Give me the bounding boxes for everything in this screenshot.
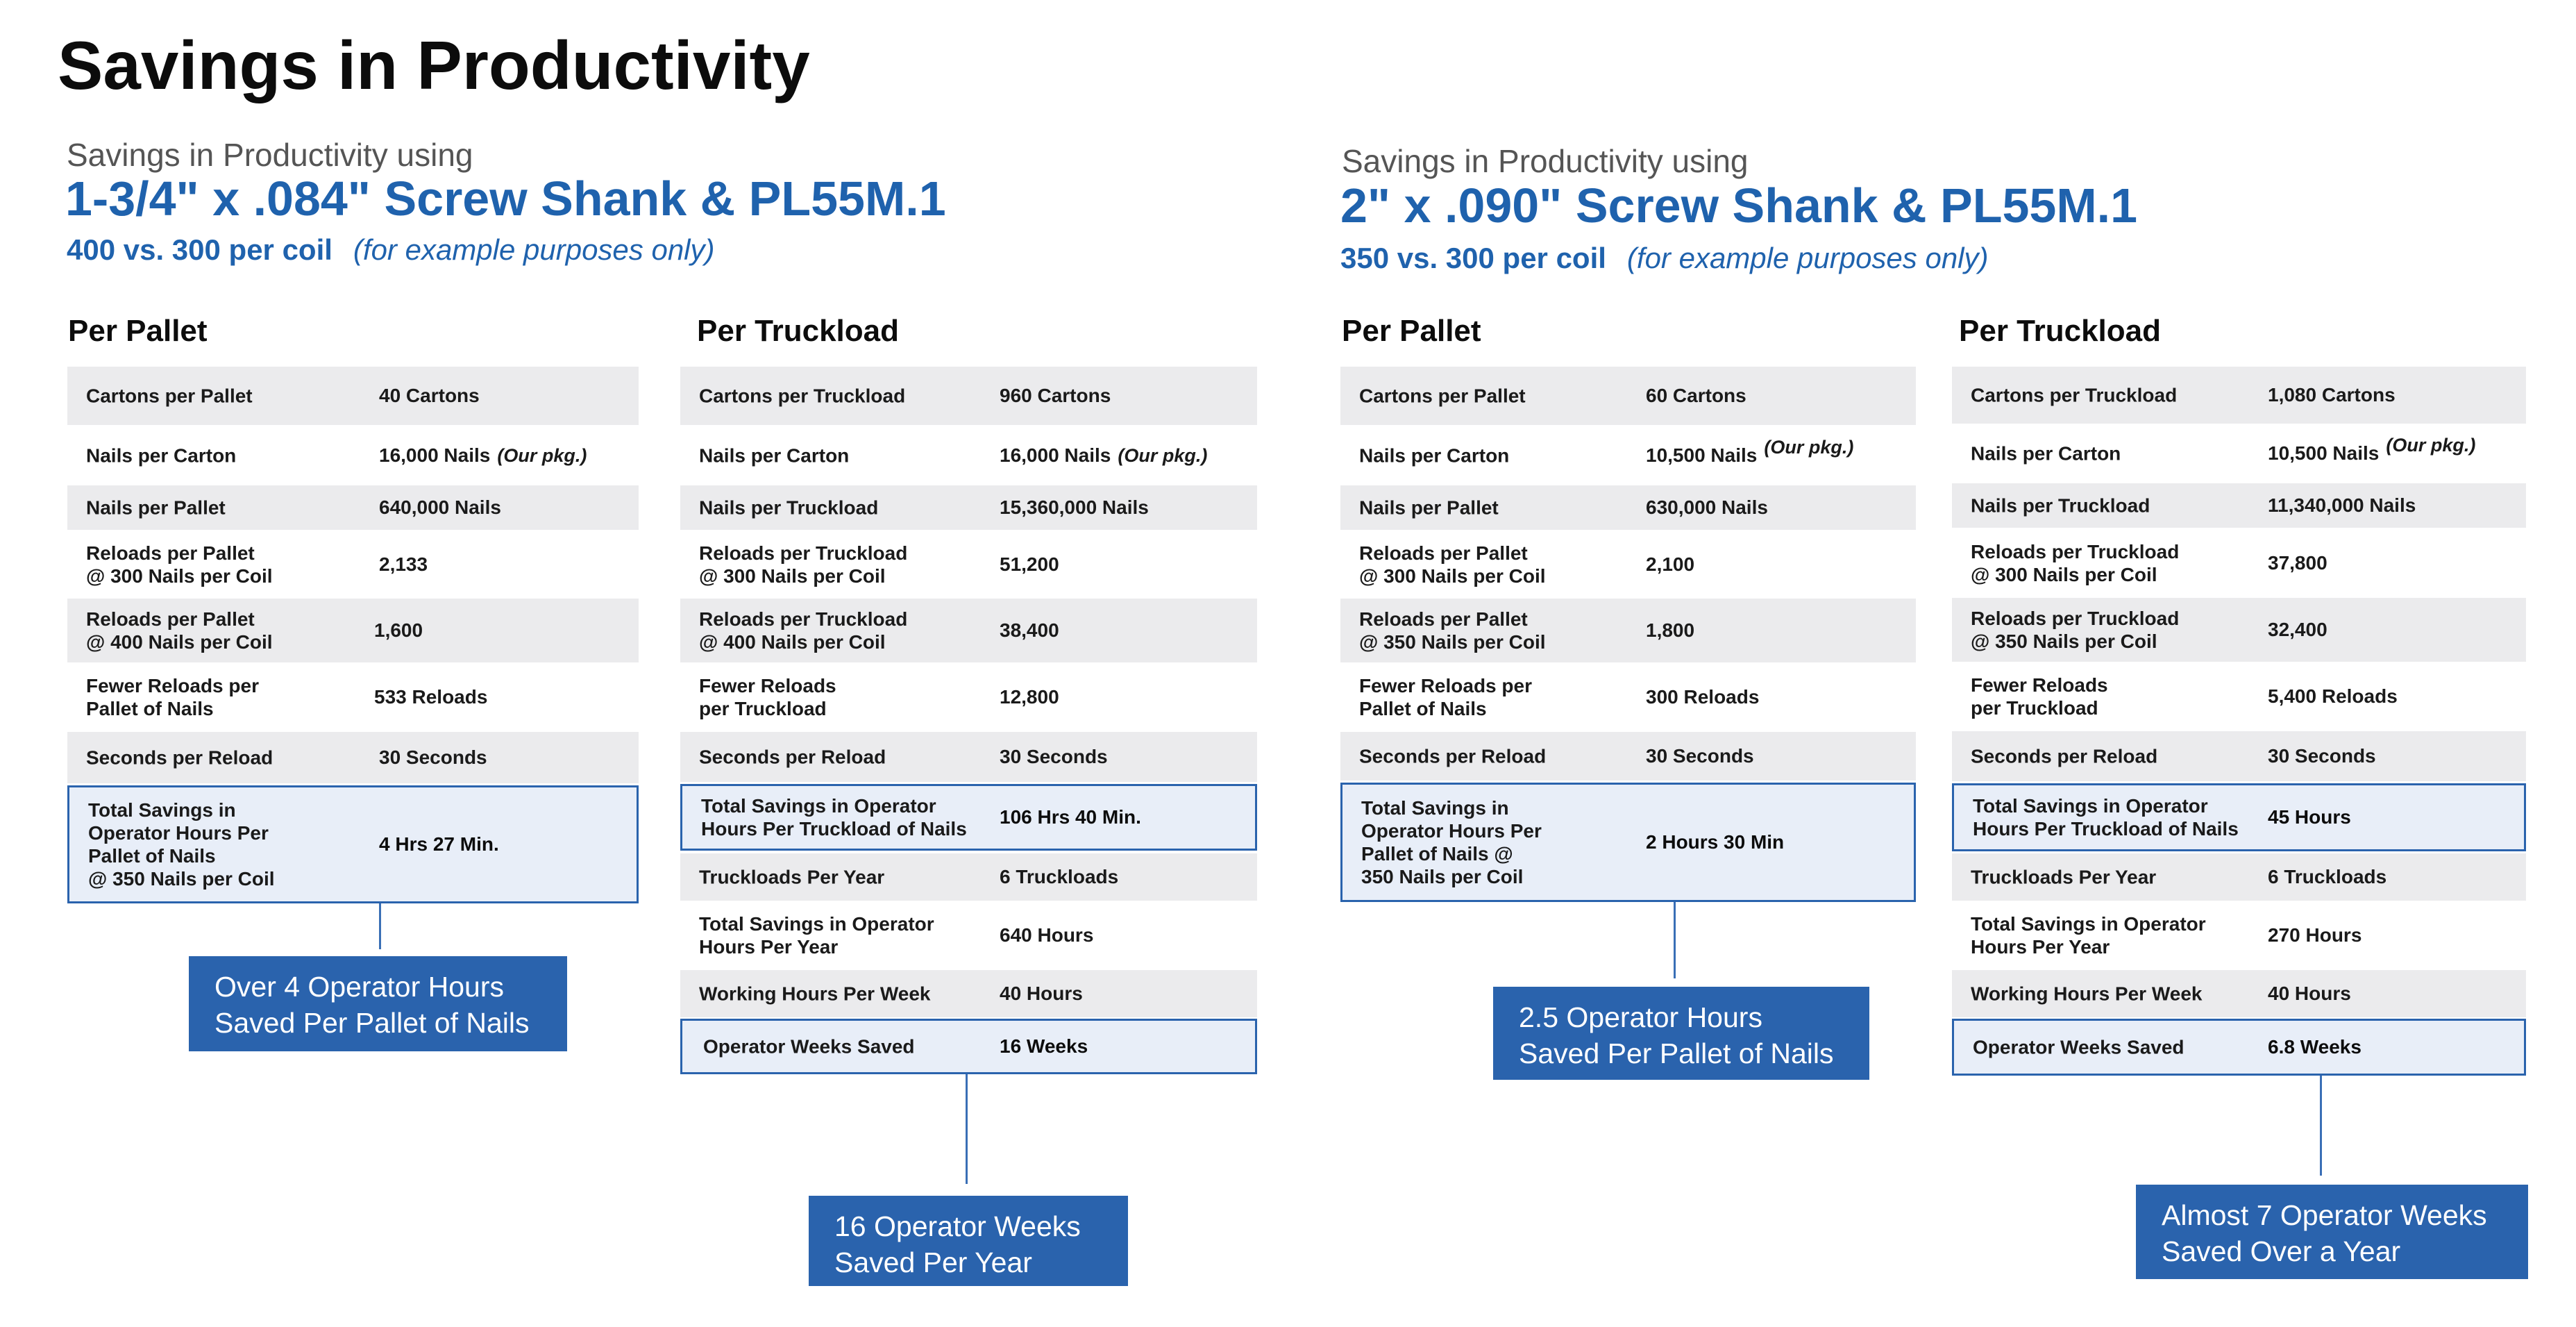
highlight-row (67, 785, 639, 903)
row-value: 11,340,000 Nails (2268, 494, 2416, 516)
table-row (67, 665, 639, 729)
section-1-title: 1-3/4" x .084" Screw Shank & PL55M.1 (65, 172, 946, 226)
callout-connector (966, 1074, 968, 1184)
section-1-coil-comparison: 400 vs. 300 per coil (67, 233, 332, 266)
section-2-truckload-table (1952, 0, 2526, 1327)
table-row (1952, 426, 2526, 481)
nails-per-carton-value: 16,000 Nails (379, 444, 491, 466)
row-label: Reloads per Pallet @ 300 Nails per Coil (1359, 542, 1546, 587)
row-label: Nails per Carton (86, 444, 237, 467)
row-label: Nails per Pallet (1359, 496, 1499, 519)
row-label: Fewer Reloads per Pallet of Nails (86, 675, 259, 719)
table-row (67, 599, 639, 662)
table-row (1340, 428, 1916, 483)
table-row (1952, 483, 2526, 528)
row-value: 60 Cartons (1646, 385, 1746, 406)
row-value: 1,080 Cartons (2268, 384, 2396, 406)
highlight-row (1340, 783, 1916, 902)
table-row (67, 533, 639, 596)
row-label: Nails per Carton (699, 444, 850, 467)
row-label: Operator Weeks Saved (703, 1035, 915, 1058)
package-note: (Our pkg.) (2386, 435, 2476, 456)
row-label: Total Savings in Operator Hours Per Year (699, 913, 934, 958)
table-row (680, 367, 1257, 425)
row-value: 106 Hrs 40 Min. (1000, 806, 1141, 828)
table-row (680, 970, 1257, 1017)
row-label: Total Savings in Operator Hours Per Pallet of Nails @ 350 Nails per Coil (88, 799, 275, 890)
highlight-row (680, 1019, 1257, 1074)
section-1-pallet-heading: Per Pallet (68, 314, 208, 348)
nails-per-carton-value: 10,500 Nails (2268, 442, 2380, 464)
table-row (680, 853, 1257, 901)
highlight-row (680, 784, 1257, 851)
callout-connector (2320, 1076, 2322, 1176)
table-row (1952, 903, 2526, 967)
section-2-pallet-table (1340, 0, 1916, 1327)
row-value: 15,360,000 Nails (1000, 496, 1149, 518)
table-row (1340, 485, 1916, 530)
section-2-title: 2" x .090" Screw Shank & PL55M.1 (1340, 178, 2138, 233)
row-label: Cartons per Pallet (1359, 385, 1526, 407)
row-label: Seconds per Reload (1971, 745, 2158, 767)
row-label: Fewer Reloads per Pallet of Nails (1359, 675, 1532, 719)
row-value: 6 Truckloads (1000, 866, 1119, 887)
row-label: Truckloads Per Year (1971, 866, 2157, 888)
section-1-pallet-table (67, 0, 639, 1327)
table-row (1340, 367, 1916, 425)
row-value: 4 Hrs 27 Min. (379, 833, 499, 855)
table-row (680, 533, 1257, 596)
table-row (1340, 665, 1916, 729)
row-label: Total Savings in Operator Hours Per Truckload of Nails (1973, 795, 2239, 840)
row-label: Seconds per Reload (699, 746, 886, 768)
row-value: 16 Weeks (1000, 1035, 1088, 1057)
section-2-truckload-callout: Almost 7 Operator Weeks Saved Over a Year (2136, 1185, 2528, 1279)
section-1-truckload-callout: 16 Operator Weeks Saved Per Year (809, 1196, 1128, 1286)
table-row (680, 599, 1257, 662)
row-value: 30 Seconds (1000, 746, 1108, 767)
row-label: Reloads per Truckload @ 300 Nails per Coil (699, 542, 908, 587)
row-value: 40 Hours (1000, 983, 1083, 1004)
row-value: 6 Truckloads (2268, 866, 2387, 887)
row-label: Reloads per Truckload @ 350 Nails per Coil (1971, 608, 2180, 652)
section-1-pallet-callout: Over 4 Operator Hours Saved Per Pallet of Nails (189, 956, 567, 1051)
table-row (680, 665, 1257, 729)
row-value (1646, 437, 1854, 467)
row-label: Cartons per Truckload (1971, 384, 2178, 406)
row-value: 1,800 (1646, 619, 1695, 641)
table-row (680, 732, 1257, 782)
nails-per-carton-value: 16,000 Nails (1000, 444, 1111, 466)
row-label: Reloads per Truckload @ 300 Nails per Coil (1971, 541, 2180, 585)
table-row (1952, 853, 2526, 901)
package-note: (Our pkg.) (1764, 437, 1854, 458)
row-label: Nails per Carton (1359, 444, 1510, 467)
table-row (67, 485, 639, 530)
row-value: 40 Hours (2268, 983, 2351, 1004)
row-value (379, 444, 587, 467)
row-label: Reloads per Pallet @ 350 Nails per Coil (1359, 608, 1546, 653)
row-label: Cartons per Pallet (86, 385, 253, 407)
highlight-row (1952, 783, 2526, 851)
table-row (1340, 599, 1916, 662)
table-row (680, 428, 1257, 483)
table-row (1952, 970, 2526, 1017)
row-value: 640 Hours (1000, 924, 1094, 946)
section-2-truckload-heading: Per Truckload (1959, 314, 2162, 348)
row-value: 30 Seconds (379, 746, 487, 768)
table-row (1952, 665, 2526, 728)
row-label: Operator Weeks Saved (1973, 1036, 2184, 1058)
row-value: 2,100 (1646, 553, 1695, 575)
row-value: 533 Reloads (374, 686, 488, 708)
table-row (1952, 531, 2526, 595)
row-label: Total Savings in Operator Hours Per Truckload of Nails (701, 795, 967, 840)
section-1-note: (for example purposes only) (353, 233, 715, 266)
section-2-pre-title: Savings in Productivity using (1342, 143, 1749, 179)
row-label: Working Hours Per Week (699, 983, 931, 1005)
row-label: Total Savings in Operator Hours Per Year (1971, 913, 2206, 958)
row-label: Reloads per Pallet @ 300 Nails per Coil (86, 542, 273, 587)
row-label: Fewer Reloads per Truckload (699, 675, 836, 719)
row-label: Cartons per Truckload (699, 385, 906, 407)
row-value: 640,000 Nails (379, 496, 501, 518)
table-row (67, 428, 639, 483)
callout-connector (379, 903, 381, 949)
table-row (1340, 533, 1916, 596)
row-value: 12,800 (1000, 686, 1059, 708)
row-value: 5,400 Reloads (2268, 685, 2398, 707)
row-label: Nails per Pallet (86, 496, 226, 519)
row-value: 51,200 (1000, 553, 1059, 575)
row-value: 2 Hours 30 Min (1646, 831, 1785, 853)
row-value (1000, 444, 1207, 467)
row-value: 45 Hours (2268, 806, 2351, 828)
section-2-pallet-callout: 2.5 Operator Hours Saved Per Pallet of Nails (1493, 987, 1869, 1080)
row-value: 38,400 (1000, 619, 1059, 641)
table-row (1952, 367, 2526, 424)
row-label: Reloads per Pallet @ 400 Nails per Coil (86, 608, 273, 653)
callout-connector (1674, 902, 1676, 978)
row-value: 30 Seconds (1646, 745, 1754, 767)
table-row (67, 367, 639, 425)
section-2-note: (for example purposes only) (1626, 242, 1989, 274)
row-label: Fewer Reloads per Truckload (1971, 674, 2108, 719)
row-label: Working Hours Per Week (1971, 983, 2203, 1005)
row-label: Nails per Truckload (1971, 494, 2150, 517)
row-value: 630,000 Nails (1646, 496, 1768, 518)
table-row (680, 903, 1257, 967)
row-value: 32,400 (2268, 619, 2327, 640)
row-value (2268, 435, 2476, 465)
section-1-truckload-table (680, 0, 1257, 1327)
package-note: (Our pkg.) (497, 445, 587, 466)
row-value: 37,800 (2268, 552, 2327, 574)
page-title: Savings in Productivity (58, 27, 810, 103)
row-label: Seconds per Reload (1359, 745, 1547, 767)
table-row (1952, 731, 2526, 781)
section-1-truckload-heading: Per Truckload (697, 314, 900, 348)
row-value: 30 Seconds (2268, 745, 2376, 767)
row-value: 960 Cartons (1000, 385, 1111, 406)
section-2-pallet-heading: Per Pallet (1342, 314, 1481, 348)
row-value: 270 Hours (2268, 924, 2362, 946)
package-note: (Our pkg.) (1118, 445, 1208, 466)
row-label: Nails per Carton (1971, 442, 2121, 465)
table-row (1340, 732, 1916, 781)
row-value: 1,600 (374, 619, 423, 641)
section-1-pre-title: Savings in Productivity using (67, 137, 473, 173)
table-row (680, 485, 1257, 530)
row-label: Nails per Truckload (699, 496, 879, 519)
row-value: 6.8 Weeks (2268, 1036, 2362, 1058)
highlight-row (1952, 1019, 2526, 1076)
row-label: Total Savings in Operator Hours Per Pallet of Nails @ 350 Nails per Coil (1361, 797, 1542, 887)
row-value: 40 Cartons (379, 385, 480, 406)
table-row (1952, 598, 2526, 662)
row-label: Truckloads Per Year (699, 866, 885, 888)
row-value: 2,133 (379, 553, 428, 575)
table-row (67, 732, 639, 783)
row-label: Reloads per Truckload @ 400 Nails per Coil (699, 608, 908, 653)
row-value: 300 Reloads (1646, 686, 1760, 708)
section-2-coil-comparison: 350 vs. 300 per coil (1340, 242, 1606, 274)
nails-per-carton-value: 10,500 Nails (1646, 444, 1758, 466)
row-label: Seconds per Reload (86, 746, 273, 769)
